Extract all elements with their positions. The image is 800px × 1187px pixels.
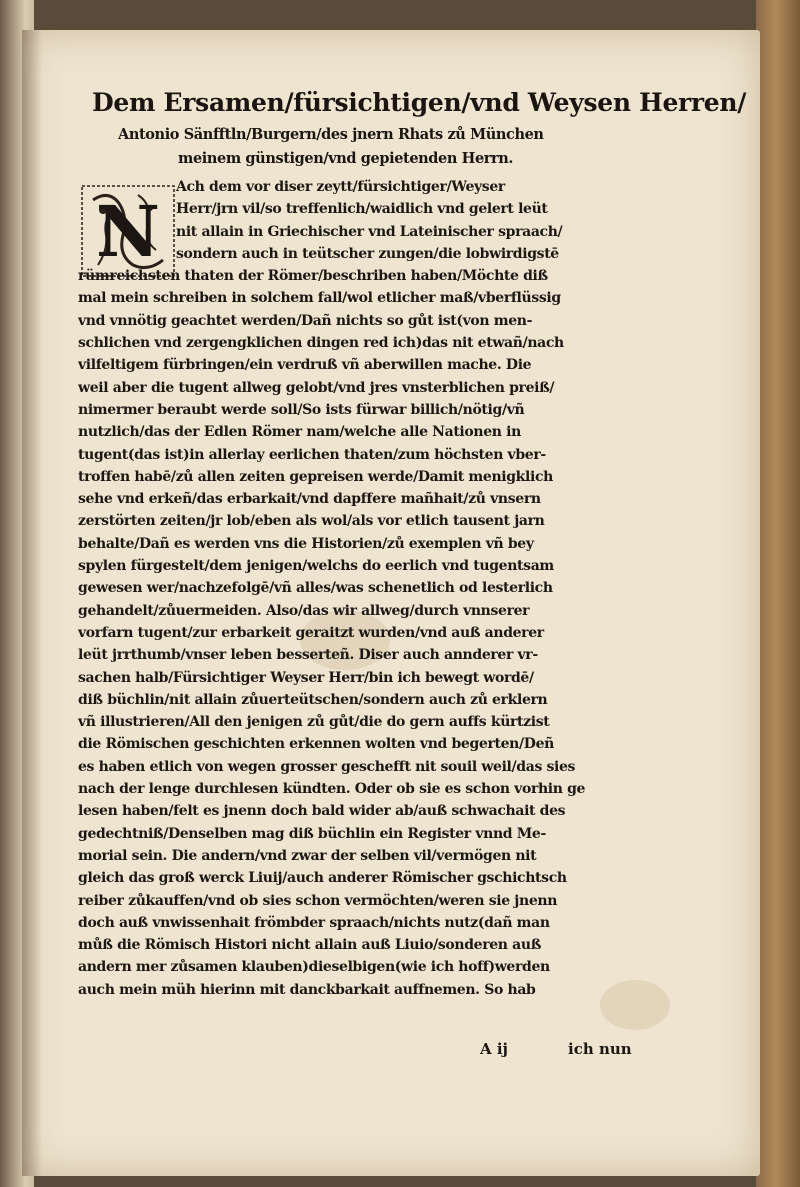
text-line: leüt jrrthumb/vnser leben besserteñ. Diser auch annderer vr-: [78, 647, 538, 664]
text-line: vnd vnnötig geachtet werden/Dañ nichts so gůt ist(von men-: [78, 312, 533, 329]
fold-shadow: [22, 30, 42, 1176]
text-line: tugent(das ist)in allerlay eerlichen thaten/zum höchsten vber-: [78, 446, 546, 463]
text-line: schlichen vnd zergengklichen dingen red ich)das nit etwañ/nach: [78, 335, 564, 352]
heading-line-2: Antonio Sänfftln/Burgern/des jnern Rhats zů München: [118, 126, 544, 143]
text-line: vorfarn tugent/zur erbarkeit geraitzt wurden/vnd auß anderer: [78, 624, 544, 641]
text-line: nimermer beraubt werde soll/So ists fürwar billich/nötig/vñ: [78, 401, 525, 418]
text-line: troffen habē/zů allen zeiten gepreisen werde/Damit menigklich: [78, 468, 553, 485]
heading-line-1: Dem Ersamen/fürsichtigen/vnd Weysen Herren/: [92, 88, 747, 117]
text-line: gedechtniß/Denselben mag diß büchlin ein Register vnnd Me-: [78, 825, 546, 842]
cover-edge: [756, 0, 800, 1187]
text-line: lesen haben/felt es jnenn doch bald wider ab/auß schwachait des: [78, 803, 566, 820]
text-line: můß die Römisch Histori nicht allain auß Liuio/sonderen auß: [78, 937, 541, 954]
text-line: doch auß vnwissenhait frömbder spraach/nichts nutz(dañ man: [78, 914, 550, 931]
initial-letter: N: [96, 190, 160, 273]
text-line: weil aber die tugent allweg gelobt/vnd jres vnsterblichen preiß/: [78, 379, 555, 396]
signature-mark: A ij: [480, 1040, 508, 1058]
text-line: reiber zůkauffen/vnd ob sies schon vermöchten/weren sie jnenn: [78, 892, 558, 909]
text-line: behalte/Dañ es werden vns die Historien/zů exemplen vñ bey: [78, 535, 534, 552]
text-line: vñ illustrieren/All den jenigen zů gůt/die do gern auffs kürtzist: [78, 714, 550, 731]
text-line: gleich das groß werck Liuij/auch anderer Römischer gschichtsch: [78, 870, 567, 887]
text-line: nutzlich/das der Edlen Römer nam/welche alle Nationen in: [78, 424, 521, 441]
catchword: ich nun: [568, 1040, 632, 1058]
text-line: Herr/jrn vil/so treffenlich/waidlich vnd gelert leüt: [176, 201, 548, 218]
text-line: es haben etlich von wegen grosser geschefft nit souil weil/das sies: [78, 758, 576, 775]
text-line: vilfeltigem fürbringen/ein verdruß vñ aberwillen mache. Die: [78, 357, 532, 374]
text-line: spylen fürgestelt/dem jenigen/welchs do eerlich vnd tugentsam: [78, 558, 554, 575]
text-line: Ach dem vor diser zeytt/fürsichtiger/Weyser: [176, 179, 505, 195]
text-line: diß büchlin/nit allain zůuerteütschen/sondern auch zů erklern: [78, 691, 548, 708]
heading-line-3: meinem günstigen/vnd gepietenden Herrn.: [178, 150, 514, 167]
text-line: gewesen wer/nachzefolgē/vñ alles/was schenetlich od lesterlich: [78, 580, 553, 597]
text-line: zerstörten zeiten/jr lob/eben als wol/als vor etlich tausent jarn: [78, 513, 545, 530]
text-line: sehe vnd erkeñ/das erbarkait/vnd dapffere mañhait/zů vnsern: [78, 491, 541, 508]
text-line: andern mer zůsamen klauben)dieselbigen(wie ich hoff)werden: [78, 959, 550, 976]
text-line: auch mein müh hierinn mit danckbarkait auffnemen. So hab: [78, 981, 536, 998]
text-line: morial sein. Die andern/vnd zwar der selben vil/vermögen nit: [78, 847, 537, 864]
text-line: sachen halb/Fürsichtiger Weyser Herr/bin ich bewegt wordē/: [78, 669, 534, 686]
text-line: mal mein schreiben in solchem fall/wol etlicher maß/vberflüssig: [78, 290, 561, 307]
text-line: rümreichsten thaten der Römer/beschriben haben/Möchte diß: [78, 268, 548, 285]
text-line: gehandelt/zůuermeiden. Also/das wir allweg/durch vnnserer: [78, 602, 530, 619]
text-line: die Römischen geschichten erkennen wolten vnd begerten/Deñ: [78, 736, 554, 753]
text-line: sondern auch in teütscher zungen/die lobwirdigstē: [176, 245, 559, 262]
text-line: nach der lenge durchlesen kündten. Oder ob sie es schon vorhin ge: [78, 781, 586, 798]
text-line: nit allain in Griechischer vnd Lateinischer spraach/: [176, 223, 563, 240]
body-text: [78, 176, 638, 1001]
